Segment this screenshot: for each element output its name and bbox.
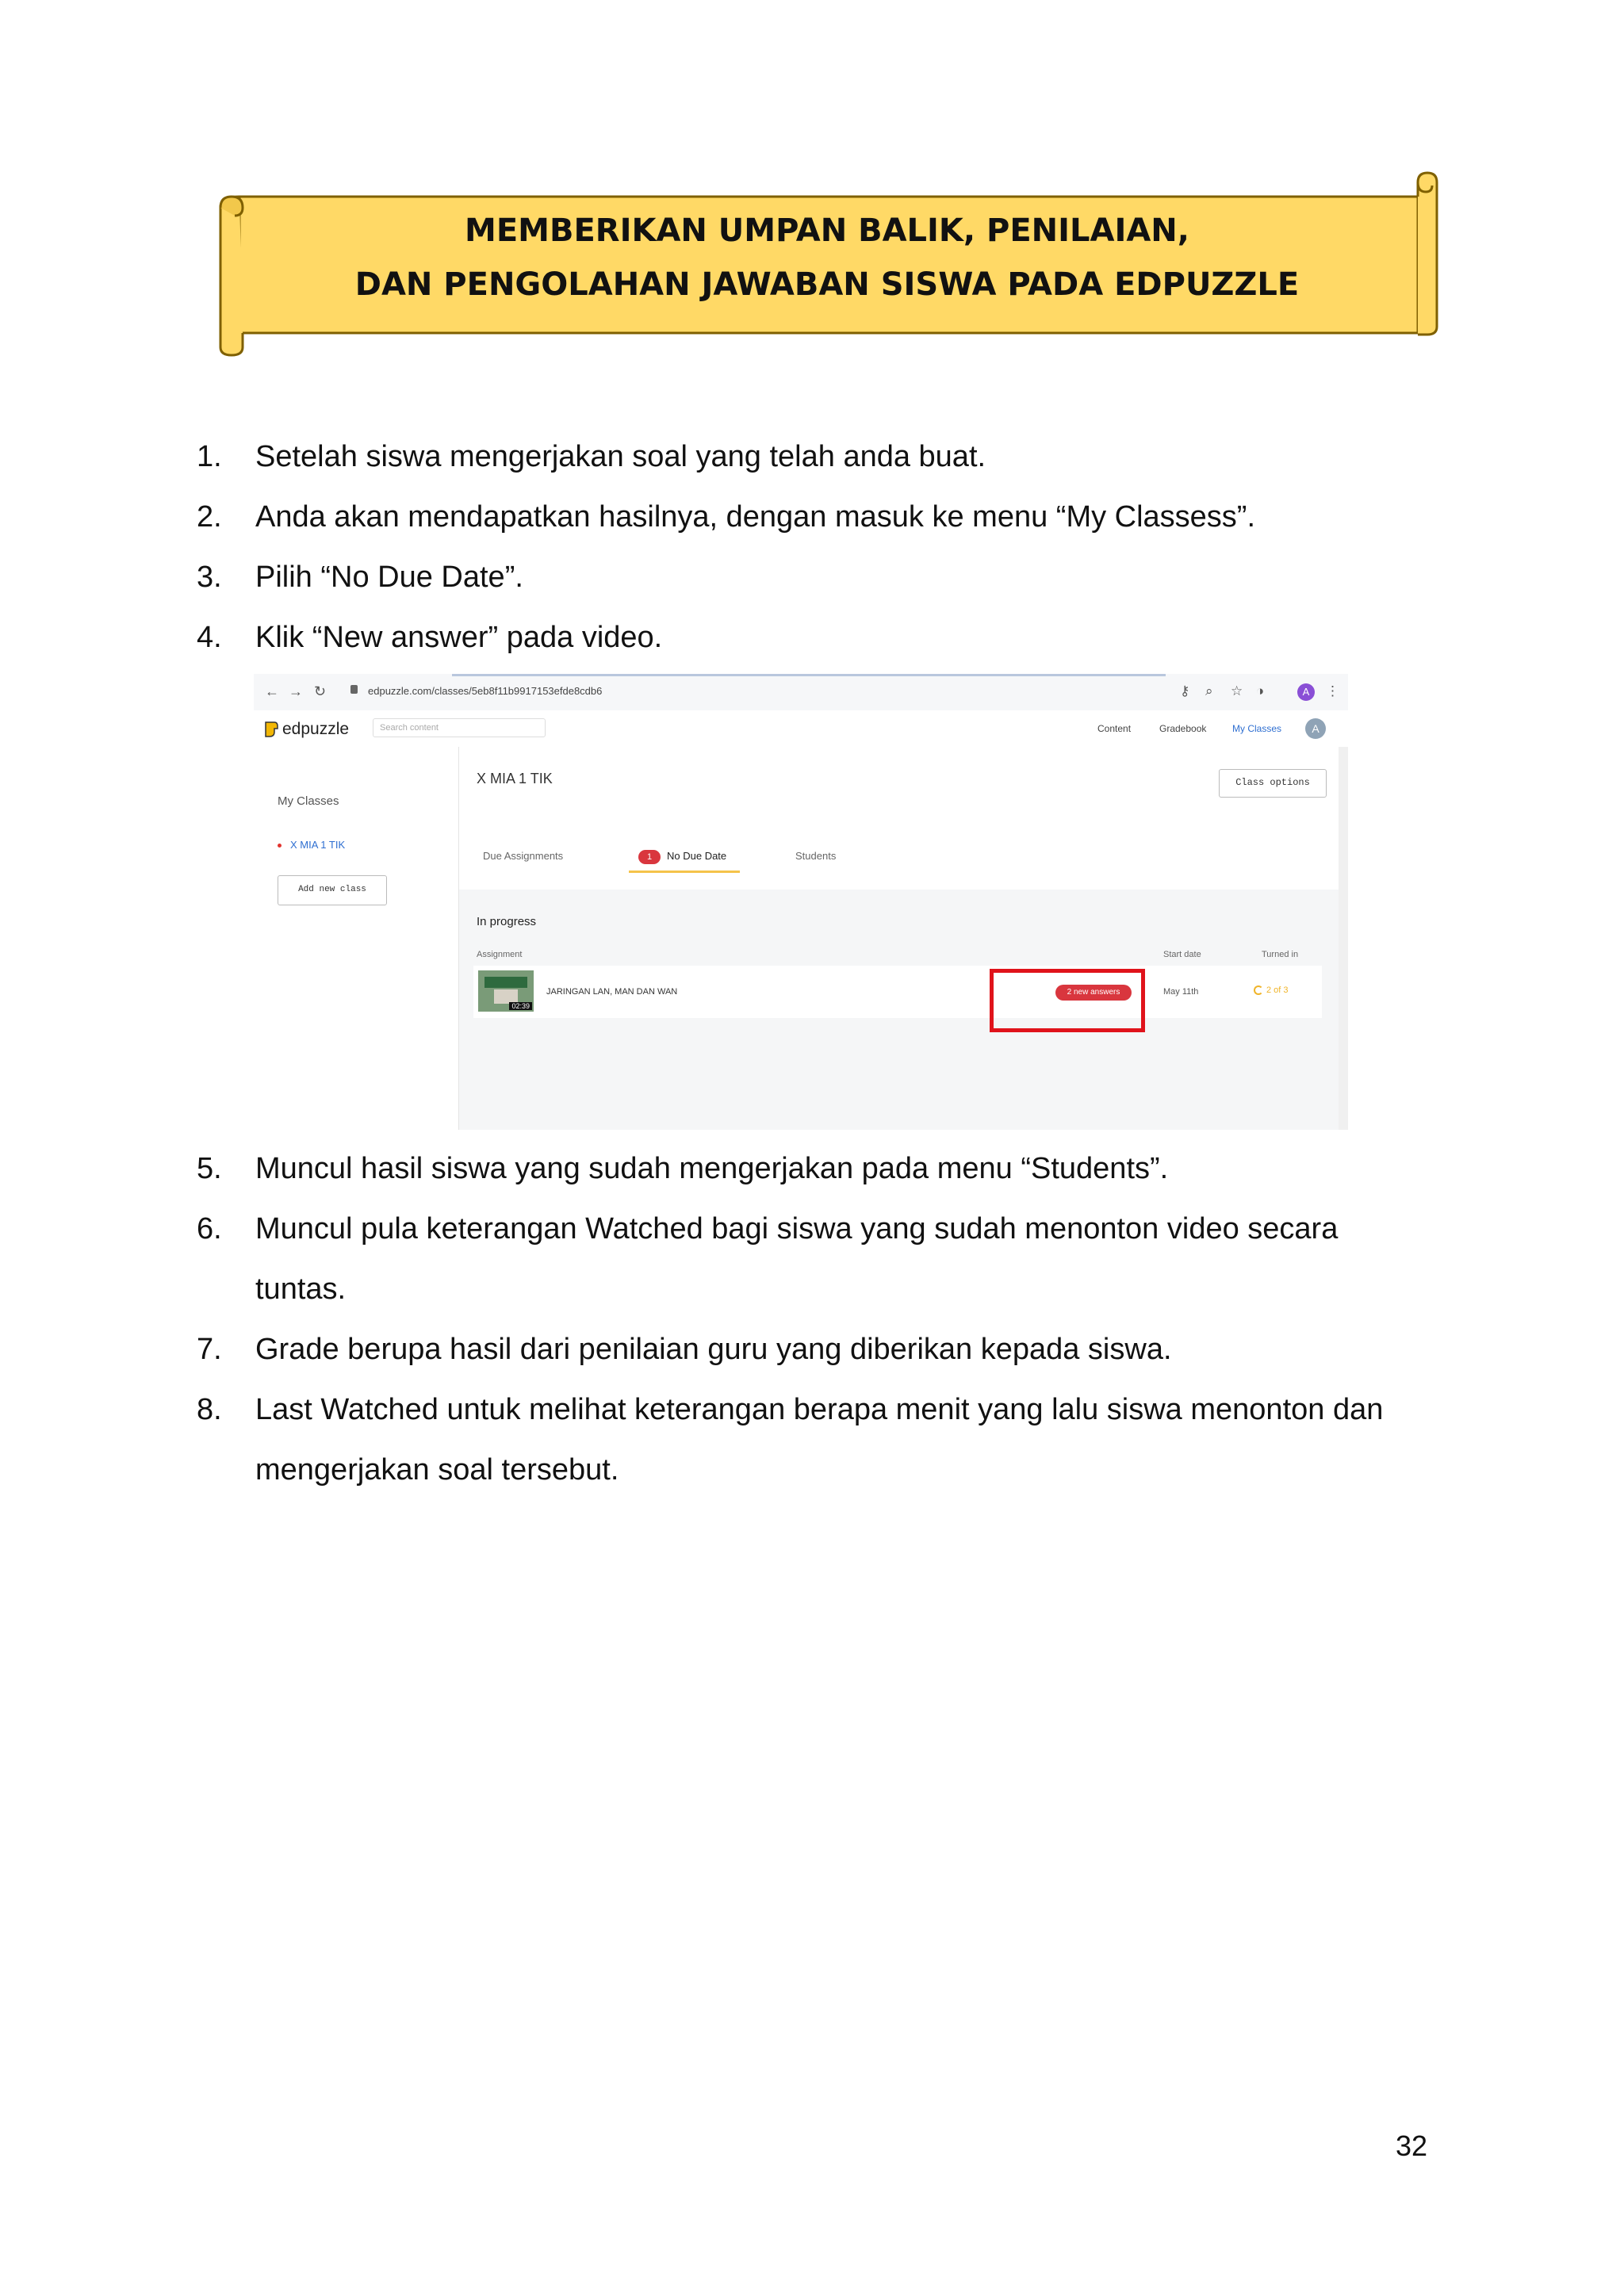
- nav-my-classes[interactable]: My Classes: [1232, 723, 1282, 734]
- column-header-turned-in: Turned in: [1262, 950, 1299, 959]
- list-number: 7.: [197, 1333, 222, 1366]
- scroll-banner-shape: [213, 168, 1442, 358]
- list-number: 8.: [197, 1393, 222, 1426]
- banner-title-line-2: DAN PENGOLAHAN JAWABAN SISWA PADA EDPUZZLE: [354, 266, 1300, 303]
- progress-ring-icon: [1254, 985, 1263, 995]
- list-text: Anda akan mendapatkan hasilnya, dengan masuk ke menu “My Classess”.: [255, 500, 1256, 534]
- list-text: tuntas.: [255, 1272, 347, 1306]
- column-header-start-date: Start date: [1163, 950, 1201, 959]
- list-text: Last Watched untuk melihat keterangan berapa menit yang lalu siswa menonton dan: [255, 1393, 1384, 1426]
- list-text: Setelah siswa mengerjakan soal yang telah anda buat.: [255, 440, 986, 473]
- extension-icon[interactable]: ◑: [1256, 683, 1265, 698]
- scrollbar[interactable]: [1339, 747, 1348, 1130]
- browser-profile-avatar[interactable]: A: [1297, 683, 1315, 701]
- search-input[interactable]: Search content: [373, 718, 546, 737]
- video-duration: 02:39: [509, 1002, 532, 1010]
- active-tab-indicator: [629, 871, 740, 873]
- assignment-name[interactable]: JARINGAN LAN, MAN DAN WAN: [546, 987, 678, 997]
- section-title: In progress: [477, 915, 537, 928]
- star-icon[interactable]: ☆: [1231, 683, 1243, 698]
- table-row[interactable]: [473, 966, 1322, 1018]
- tab-students[interactable]: Students: [795, 850, 837, 862]
- app-header: [254, 710, 1348, 748]
- title-banner: [213, 168, 1442, 358]
- reload-icon[interactable]: ↻: [314, 683, 327, 699]
- video-thumbnail[interactable]: [478, 970, 534, 1012]
- page-number: 32: [1396, 2130, 1428, 2162]
- list-number: 2.: [197, 500, 222, 534]
- banner-title-line-1: MEMBERIKAN UMPAN BALIK, PENILAIAN,: [465, 212, 1189, 249]
- list-number: 5.: [197, 1152, 222, 1185]
- list-text: Grade berupa hasil dari penilaian guru yang diberikan kepada siswa.: [255, 1333, 1172, 1366]
- list-text: mengerjakan soal tersebut.: [255, 1453, 619, 1487]
- list-number: 1.: [197, 440, 222, 473]
- back-icon[interactable]: ←: [265, 683, 279, 699]
- main-panel: [458, 747, 1339, 1130]
- tab-badge: 1: [638, 850, 661, 864]
- loading-bar: [452, 674, 1166, 676]
- edpuzzle-logo-icon: [263, 721, 279, 738]
- edpuzzle-logo-text[interactable]: edpuzzle: [282, 720, 350, 738]
- list-text: Muncul hasil siswa yang sudah mengerjakan pada menu “Students”.: [255, 1152, 1169, 1185]
- sidebar-item-class[interactable]: X MIA 1 TIK: [290, 839, 346, 851]
- class-header: [459, 747, 1339, 890]
- edpuzzle-screenshot: [254, 674, 1348, 1130]
- browser-toolbar: [254, 674, 1348, 711]
- list-number: 4.: [197, 621, 222, 654]
- highlight-box: [990, 969, 1145, 1032]
- column-header-assignment: Assignment: [477, 950, 523, 959]
- sidebar: [254, 747, 458, 1130]
- list-number: 6.: [197, 1212, 222, 1246]
- sidebar-title: My Classes: [278, 794, 339, 808]
- active-dot-icon: [278, 844, 282, 848]
- menu-icon[interactable]: ⋮: [1326, 683, 1339, 698]
- list-text: Muncul pula keterangan Watched bagi siswa yang sudah menonton video secara: [255, 1212, 1339, 1246]
- nav-content[interactable]: Content: [1097, 723, 1132, 734]
- list-number: 3.: [197, 561, 222, 594]
- lock-icon: [350, 685, 358, 694]
- nav-gradebook[interactable]: Gradebook: [1159, 723, 1207, 734]
- address-bar[interactable]: edpuzzle.com/classes/5eb8f11b9917153efde8cdb6: [368, 685, 603, 697]
- list-text: Klik “New answer” pada video.: [255, 621, 663, 654]
- class-title: X MIA 1 TIK: [477, 771, 553, 786]
- tab-due-assignments[interactable]: Due Assignments: [483, 850, 564, 862]
- new-answers-badge[interactable]: 2 new answers: [1055, 985, 1132, 1001]
- start-date: May 11th: [1163, 987, 1199, 997]
- class-options-button[interactable]: Class options: [1219, 769, 1327, 798]
- add-new-class-button[interactable]: Add new class: [278, 875, 387, 905]
- forward-icon[interactable]: →: [289, 683, 303, 699]
- user-avatar[interactable]: A: [1305, 718, 1326, 739]
- key-icon[interactable]: ⚷: [1180, 683, 1190, 698]
- turned-in-count: 2 of 3: [1266, 985, 1289, 995]
- zoom-icon[interactable]: ⌕: [1205, 683, 1213, 698]
- list-text: Pilih “No Due Date”.: [255, 561, 523, 594]
- tab-no-due-date[interactable]: No Due Date: [667, 850, 727, 862]
